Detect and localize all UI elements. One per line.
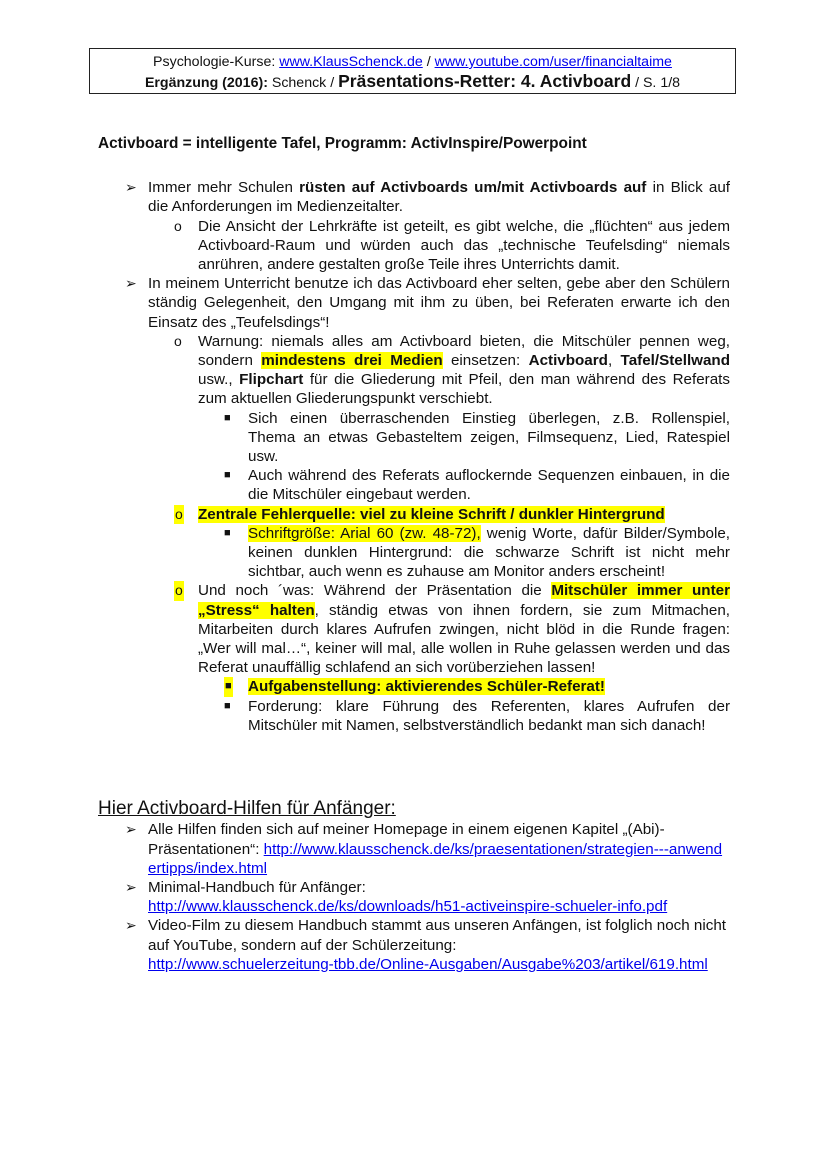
list-item <box>98 217 730 275</box>
list-item <box>98 581 730 677</box>
text: für die Gliederung mit Pfeil, den man während des Referats zum aktuellen Gliederungspunkt verschiebt. <box>198 371 730 408</box>
highlight-text: Mitschüler immer unter „Stress“ halten <box>198 582 730 619</box>
square-bullet-icon: ■ <box>224 469 231 482</box>
text: In meinem Unterricht benutze ich das Activboard eher selten, gebe aber den Schülern ständig Gelegenheit, den Umgang mit ihm zu üben, bei Referaten erwarte ich den Einsatz des „Teufelsdings“! <box>148 275 730 331</box>
bold-text: Activboard <box>528 352 608 370</box>
text: Alle Hilfen finden sich auf meiner Homepage in einem eigenen Kapitel „(Abi)-Präsentationen“: <box>148 821 665 858</box>
arrow-bullet-icon: ➢ <box>125 179 137 196</box>
bold-text: Flipchart <box>239 371 304 389</box>
arrow-bullet-icon: ➢ <box>125 878 137 895</box>
circle-bullet-icon: o <box>174 217 182 234</box>
highlight-text: mindestens drei Medien <box>261 352 443 370</box>
bold-text: rüsten auf Activboards um/mit Activboards auf <box>299 179 647 197</box>
text: einsetzen: <box>442 352 529 370</box>
main-content <box>98 134 730 974</box>
arrow-bullet-icon: ➢ <box>125 917 137 934</box>
text: in Blick auf die Anforderungen im Medienzeitalter. <box>148 179 730 216</box>
circle-bullet-icon: o <box>174 332 182 349</box>
list-item <box>98 820 730 878</box>
header-line-2 <box>90 72 735 93</box>
list-item <box>98 505 730 524</box>
list-item <box>98 332 730 409</box>
page-title: Activboard = intelligente Tafel, Programm: ActivInspire/Powerpoint <box>98 135 587 152</box>
text: usw., <box>198 371 240 389</box>
text: Auch während des Referats auflockernde Sequenzen einbauen, in die die Mitschüler eingebaut werden. <box>248 467 730 504</box>
list-item <box>98 178 730 216</box>
header-author: Schenck / <box>267 75 339 91</box>
bold-text: Tafel/Stellwand <box>620 352 730 370</box>
text: Video-Film zu diesem Handbuch stammt aus unseren Anfängen, ist folglich noch nicht auf YouTube, sondern auf der Schülerzeitung: <box>148 917 726 954</box>
text: Die Ansicht der Lehrkräfte ist geteilt, es gibt welche, die „flüchten“ aus jedem Activboard-Raum und würden auch das „technische Teufelsding“ niemals anrühren, andere gestalten große Teile ihres Unterrichts damit. <box>198 217 730 274</box>
circle-bullet-icon: o <box>174 581 184 600</box>
square-bullet-icon: ■ <box>224 411 231 424</box>
square-bullet-icon: ■ <box>224 677 233 696</box>
text: wenig Worte, dafür Bilder/Symbole, keinen dunklen Hintergrund: die schwarze Schrift ist nicht mehr sichtbar, auch wenn es zuhause am Monitor anders erscheint! <box>248 524 731 581</box>
list-item <box>98 274 730 332</box>
list-item <box>98 697 730 735</box>
list-item <box>98 466 730 504</box>
header-box <box>89 48 736 94</box>
text: , <box>607 352 621 370</box>
header-link-website[interactable]: www.KlausSchenck.de <box>279 54 423 70</box>
text: Warnung: niemals alles am Activboard bieten, die Mitschüler pennen weg, sondern <box>198 332 730 370</box>
header-separator-2: / <box>631 75 643 91</box>
list-item <box>98 878 730 916</box>
list-item <box>98 409 730 467</box>
text: Sich einen überraschenden Einstieg überlegen, z.B. Rollenspiel, Thema an etwas Gebasteltem zeigen, Filmsequenz, Lied, Ratespiel usw. <box>248 409 730 466</box>
list-item <box>98 677 730 696</box>
square-bullet-icon: ■ <box>224 699 231 712</box>
list-item <box>98 916 730 974</box>
section-heading: Hier Activboard-Hilfen für Anfänger: <box>98 798 396 820</box>
highlight-text: Zentrale Fehlerquelle: viel zu kleine Schrift / dunkler Hintergrund <box>198 505 665 523</box>
header-page-number: S. 1/8 <box>642 75 681 91</box>
header-link-youtube[interactable]: www.youtube.com/user/financialtaime <box>434 54 672 70</box>
text: Minimal-Handbuch für Anfänger: <box>148 878 366 896</box>
text: Immer mehr Schulen <box>148 179 300 197</box>
link-praesentationen[interactable]: http://www.klausschenck.de/ks/praesentationen/strategien---anwendertipps/index.html <box>148 840 723 877</box>
text: Forderung: klare Führung des Referenten, klares Aufrufen der Mitschüler mit Namen, selbstverständlich bedankt man sich danach! <box>248 697 730 734</box>
header-line-1 <box>90 53 735 72</box>
text: , ständig etwas von ihnen fordern, sie zum Mitmachen, Mitarbeiten durch klares Aufrufen zwingen, nicht blöd in die Runde fragen: „Wer will mal…“, keiner will mal, alle wollen in Ruhe gelassen werden und das Referat unauffällig schlafend an sich vorüberziehen lassen! <box>198 601 730 677</box>
header-prefix: Psychologie-Kurse: <box>153 54 280 70</box>
square-bullet-icon: ■ <box>224 526 231 539</box>
arrow-bullet-icon: ➢ <box>125 821 137 838</box>
circle-bullet-icon: o <box>174 505 184 524</box>
link-schuelerzeitung[interactable]: http://www.schuelerzeitung-tbb.de/Online-Ausgaben/Ausgabe%203/artikel/619.html <box>148 955 708 973</box>
header-separator: / <box>422 54 435 70</box>
arrow-bullet-icon: ➢ <box>125 275 137 292</box>
header-supplement: Ergänzung (2016): <box>144 75 268 91</box>
link-handbuch-pdf[interactable]: http://www.klausschenck.de/ks/downloads/h51-activeinspire-schueler-info.pdf <box>148 898 668 916</box>
header-title: Präsentations-Retter: 4. Activboard <box>338 71 632 91</box>
list-item <box>98 524 730 582</box>
highlight-text: Aufgabenstellung: aktivierendes Schüler-Referat! <box>248 678 605 696</box>
highlight-text: Schriftgröße: Arial 60 (zw. 48-72), <box>248 524 481 542</box>
text: Und noch ´was: Während der Präsentation die <box>198 582 552 600</box>
